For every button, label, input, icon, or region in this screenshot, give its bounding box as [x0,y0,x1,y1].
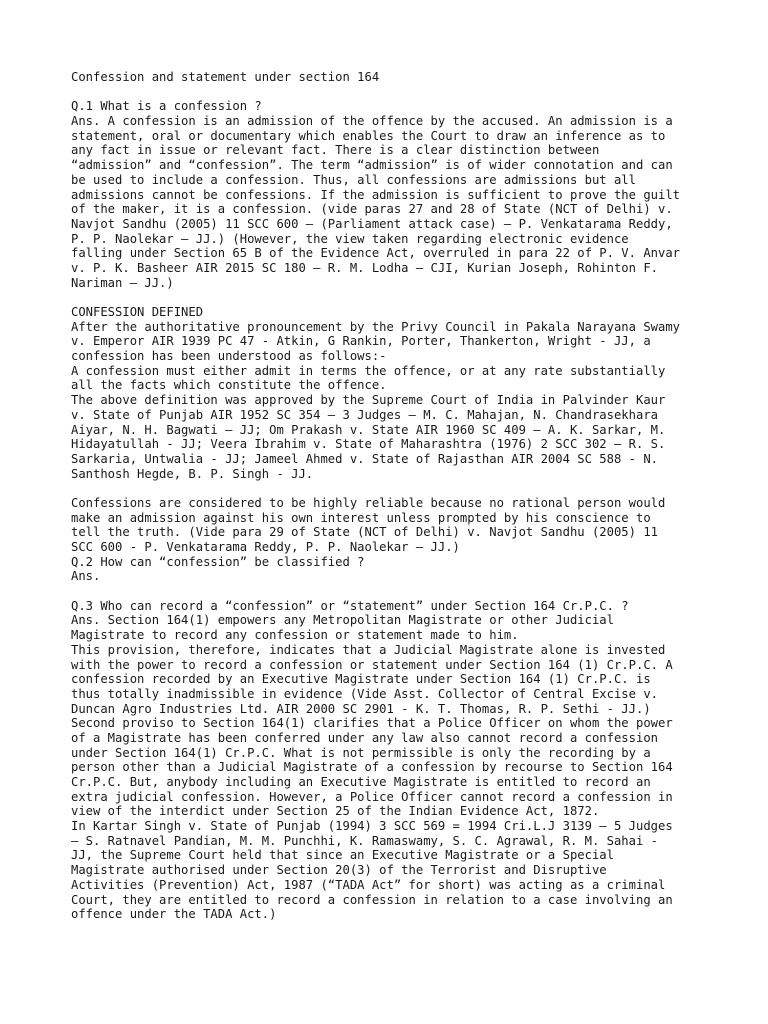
text-line: of a Magistrate has been conferred under any law also cannot record a confession [71,730,658,745]
text-line: “admission” and “confession”. The term “admission” is of wider connotation and can [71,158,673,173]
text-line: v. Emperor AIR 1939 PC 47 - Atkin, G Rankin, Porter, Thankerton, Wright - JJ, a [71,334,651,349]
text-line: Q.3 Who can record a “confession” or “statement” under Section 164 Cr.P.C. ? [71,598,629,613]
text-line: After the authoritative pronouncement by the Privy Council in Pakala Narayana Swamy [71,319,681,334]
text-line: SCC 600 - P. Venkatarama Reddy, P. P. Naolekar – JJ.) [71,540,460,554]
blank-line [71,290,711,305]
text-line: Magistrate to record any confession or statement made to him. [71,628,519,643]
text-line: confession recorded by an Executive Magistrate under Section 164 (1) Cr.P.C. is [71,672,651,687]
text-line: person other than a Judicial Magistrate of a confession by recourse to Section 164 [71,760,673,775]
text-line: v. P. K. Basheer AIR 2015 SC 180 – R. M. Lodha – CJI, Kurian Joseph, Rohinton F. [71,260,658,275]
text-line: Aiyar, N. H. Bagwati – JJ; Om Prakash v. State AIR 1960 SC 409 – A. K. Sarkar, M. [71,422,666,437]
text-line: admissions cannot be confessions. If the admission is sufficient to prove the guilt [71,187,681,202]
blank-line [71,584,711,599]
text-line: The above definition was approved by the Supreme Court of India in Palvinder Kaur [71,393,666,408]
text-line: any fact in issue or relevant fact. There is a clear distinction between [71,143,600,158]
blank-line [71,85,711,100]
text-line: JJ, the Supreme Court held that since an Executive Magistrate or a Special [71,848,614,863]
text-line: Q.1 What is a confession ? [71,99,262,114]
text-line: A confession must either admit in terms the offence, or at any rate substantially [71,363,666,378]
text-line: Cr.P.C. But, anybody including an Executive Magistrate is entitled to record an [71,775,651,789]
text-line: confession has been understood as follows:- [71,349,387,364]
text-line: with the power to record a confession or statement under Section 164 (1) Cr.P.C. A [71,657,673,672]
text-line: Nariman – JJ.) [71,275,174,290]
text-line: v. State of Punjab AIR 1952 SC 354 – 3 Judges – M. C. Mahajan, N. Chandrasekhara [71,407,658,422]
text-line: under Section 164(1) Cr.P.C. What is not permissible is only the recording by a [71,745,651,760]
text-line: Confession and statement under section 164 [71,70,380,84]
text-line: Activities (Prevention) Act, 1987 (“TADA Act” for short) was acting as a criminal [71,877,666,892]
text-line: Second proviso to Section 164(1) clarifies that a Police Officer on whom the power [71,716,673,731]
text-line: falling under Section 65 B of the Evidence Act, overruled in para 22 of P. V. Anvar [71,246,681,261]
text-line: Hidayatullah - JJ; Veera Ibrahim v. State of Maharashtra (1976) 2 SCC 302 – R. S. [71,437,666,452]
text-line: This provision, therefore, indicates that a Judicial Magistrate alone is invested [71,642,666,657]
text-line: Navjot Sandhu (2005) 11 SCC 600 – (Parliament attack case) – P. Venkatarama Reddy, [71,216,673,231]
text-line: In Kartar Singh v. State of Punjab (1994) 3 SCC 569 = 1994 Cri.L.J 3139 – 5 Judges [71,819,673,834]
text-line: Court, they are entitled to record a confession in relation to a case involving an [71,892,673,907]
blank-line [71,481,711,496]
text-line: thus totally inadmissible in evidence (Vide Asst. Collector of Central Excise v. [71,686,658,701]
text-line: tell the truth. (Vide para 29 of State (NCT of Delhi) v. Navjot Sandhu (2005) 11 [71,525,658,540]
text-line: Ans. A confession is an admission of the offence by the accused. An admission is a [71,114,673,129]
text-line: all the facts which constitute the offence. [71,378,387,393]
text-line: offence under the TADA Act.) [71,907,277,922]
text-line: view of the interdict under Section 25 of the Indian Evidence Act, 1872. [71,804,600,819]
text-line: extra judicial confession. However, a Police Officer cannot record a confession in [71,789,673,804]
text-line: be used to include a confession. Thus, all confessions are admissions but all [71,172,636,187]
text-line: statement, oral or documentary which enables the Court to draw an inference as to [71,128,666,143]
text-line: Duncan Agro Industries Ltd. AIR 2000 SC 2901 - K. T. Thomas, R. P. Sethi - JJ.) [71,701,651,716]
document-page [71,70,711,922]
text-line: Sarkaria, Untwalia - JJ; Jameel Ahmed v. State of Rajasthan AIR 2004 SC 588 - N. [71,451,658,466]
text-line: CONFESSION DEFINED [71,305,204,319]
text-line: Ans. Section 164(1) empowers any Metropolitan Magistrate or other Judicial [71,613,614,628]
text-line: Q.2 How can “confession” be classified ? [71,554,365,569]
text-line: make an admission against his own interest unless prompted by his conscience to [71,510,651,525]
text-line: Confessions are considered to be highly reliable because no rational person would [71,495,666,510]
text-line: of the maker, it is a confession. (vide paras 27 and 28 of State (NCT of Delhi) v. [71,202,673,217]
text-line: P. P. Naolekar – JJ.) (However, the view taken regarding electronic evidence [71,231,629,246]
text-line: – S. Ratnavel Pandian, M. M. Punchhi, K. Ramaswamy, S. C. Agrawal, R. M. Sahai - [71,833,658,848]
text-line: Ans. [71,569,101,584]
text-line: Magistrate authorised under Section 20(3) of the Terrorist and Disruptive [71,863,607,878]
text-line: Santhosh Hegde, B. P. Singh - JJ. [71,466,314,481]
